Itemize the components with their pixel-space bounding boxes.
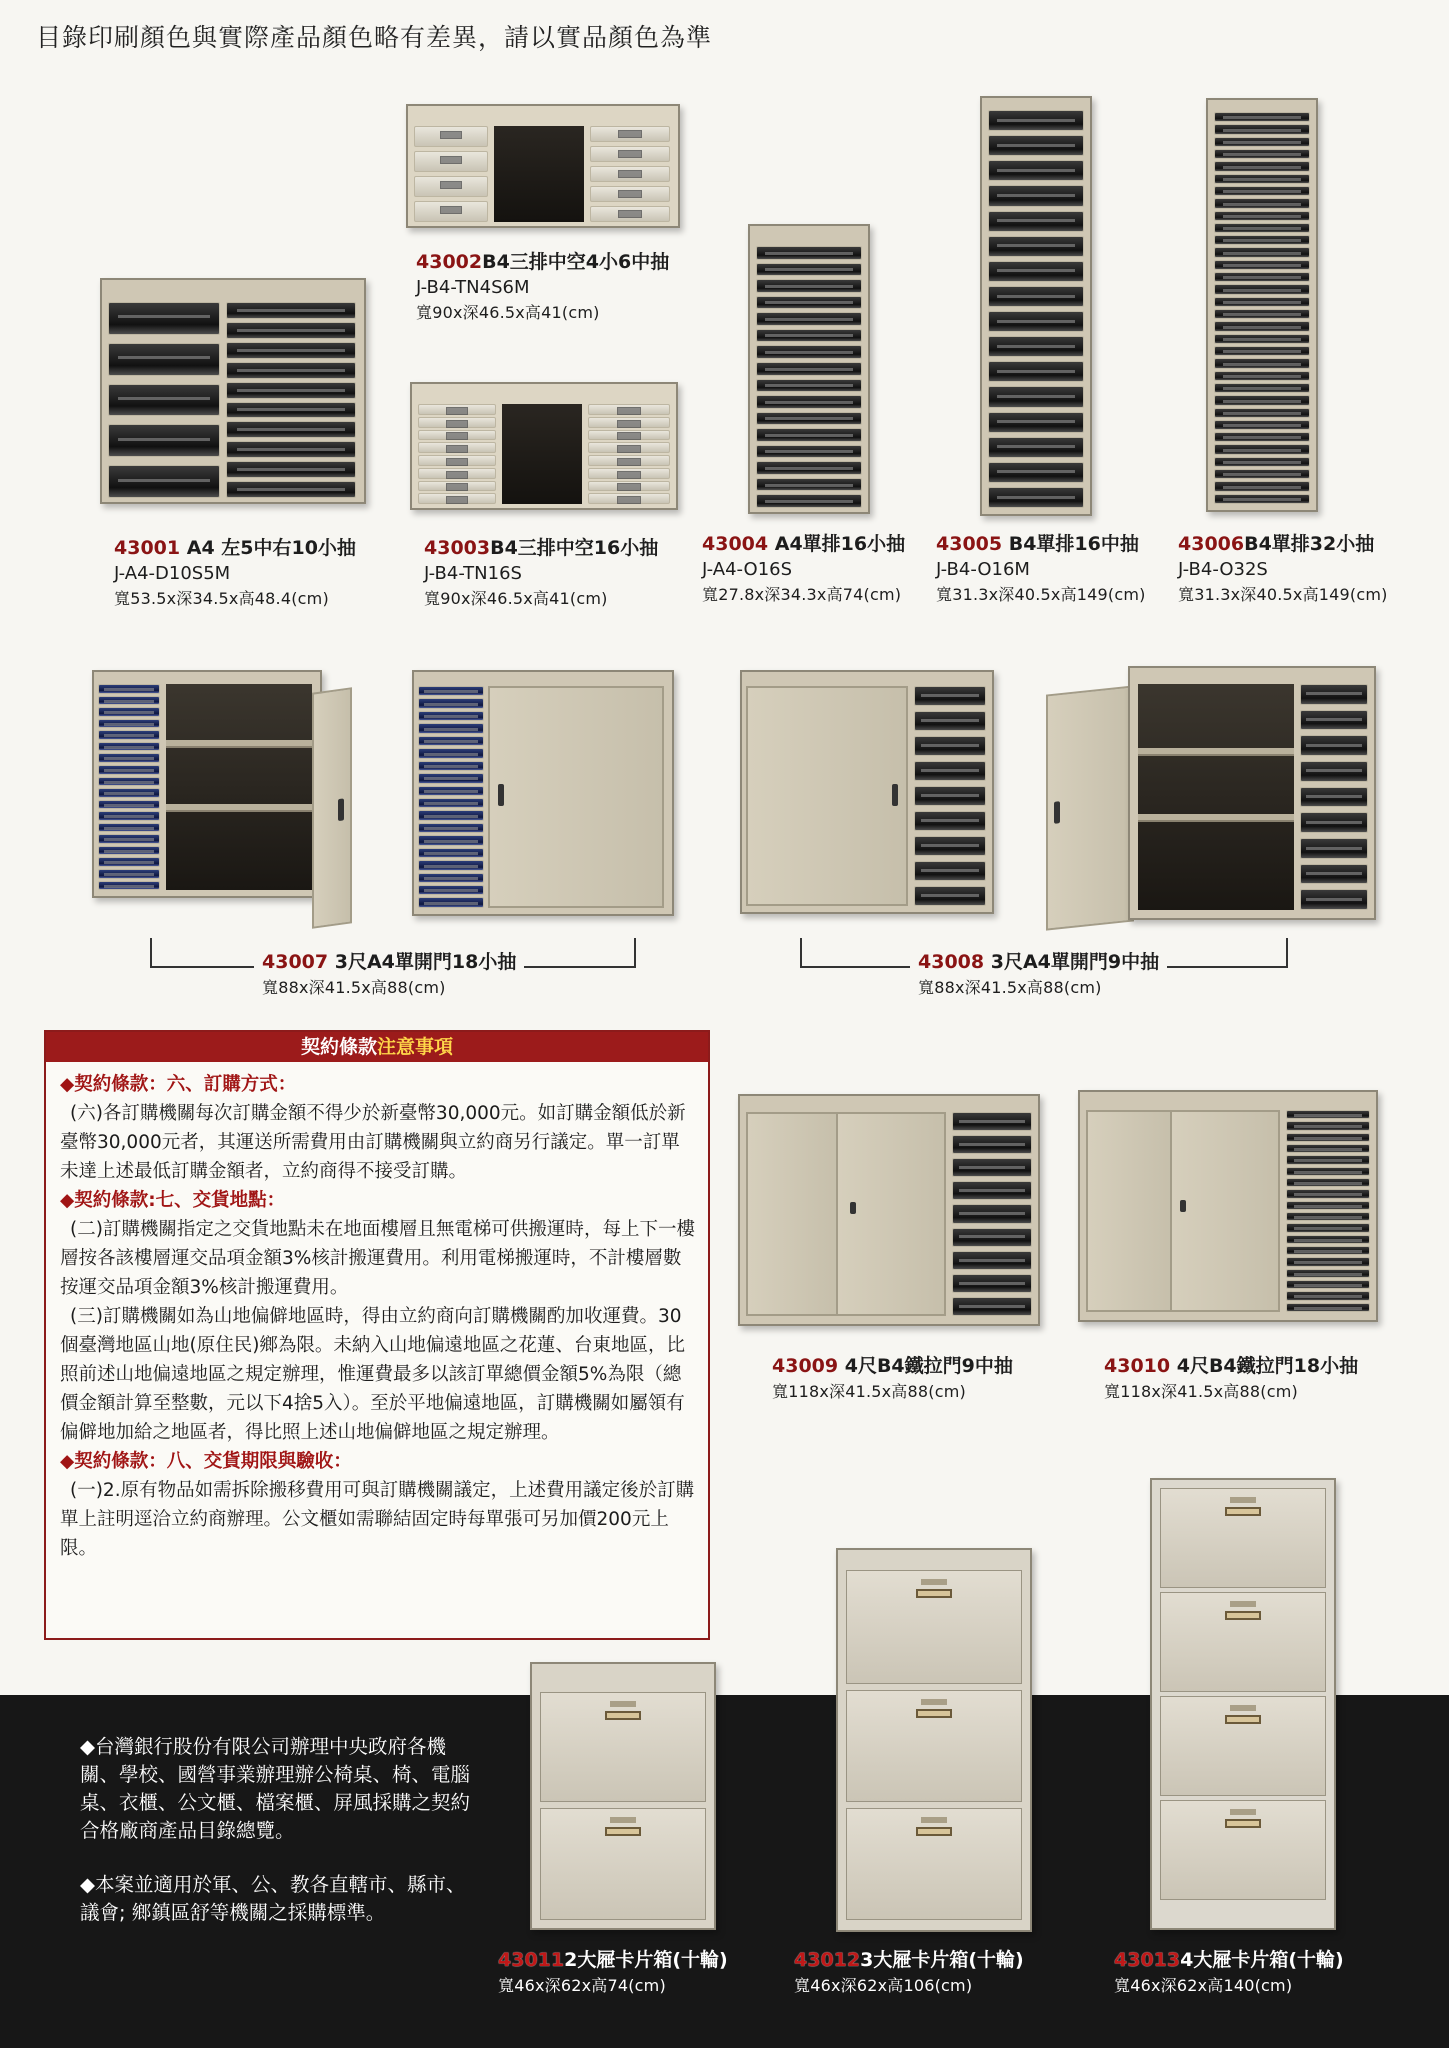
clause-7-title: ◆契約條款:七、交貨地點： xyxy=(60,1190,286,1211)
band-note-2: ◆本案並適用於軍、公、教各直轄市、縣市、議會; 鄉鎮區舒等機關之採購標準。 xyxy=(80,1873,466,1924)
caption-43007: 43007 3尺A4單開門18小抽 寬88x深41.5x高88(cm) xyxy=(254,950,524,1000)
caption-43010: 43010 4尺B4鐵拉門18小抽 寬118x深41.5x高88(cm) xyxy=(1104,1355,1359,1401)
caption-43009: 43009 4尺B4鐵拉門9中抽 寬118x深41.5x高88(cm) xyxy=(772,1355,1013,1401)
caption-43003: 43003B4三排中空16小抽 J-B4-TN16S 寬90x深46.5x高41(cm) xyxy=(424,537,659,608)
caption-43002: 43002B4三排中空4小6中抽 J-B4-TN4S6M 寬90x深46.5x高41(cm) xyxy=(416,251,670,322)
band-notes xyxy=(80,1733,480,1953)
caption-43005: 43005 B4單排16中抽 J-B4-O16M 寬31.3x深40.5x高149(cm) xyxy=(936,533,1146,604)
cabinet-43008-door xyxy=(1046,685,1134,930)
cabinet-43002-image xyxy=(406,104,680,228)
caption-43008: 43008 3尺A4單開門9中抽 寬88x深41.5x高88(cm) xyxy=(910,950,1167,1000)
clause-6-title: ◆契約條款：六、訂購方式： xyxy=(60,1074,297,1095)
clause-8-text: (一)2.原有物品如需拆除搬移費用可與訂購機關議定，上述費用議定後於訂購單上註明逕洽立約商辦理。公文櫃如需聯結固定時每單張可另加價200元上限。 xyxy=(60,1480,695,1559)
band-note-1: ◆台灣銀行股份有限公司辦理中央政府各機關、學校、國營事業辦理辦公椅桌、椅、電腦桌、衣櫃、公文櫃、檔案櫃、屏風採購之契約合格廠商產品目錄總覽。 xyxy=(80,1735,471,1842)
clause-6-text: (六)各訂購機關每次訂購金額不得少於新臺幣30,000元。如訂購金額低於新臺幣30,000元者，其運送所需費用由訂購機關與立約商另行議定。單一訂單未達上述最低訂購金額者，立約商得不接受訂購。 xyxy=(60,1103,686,1182)
cabinet-43003-image xyxy=(410,382,678,510)
cabinet-43010-image xyxy=(1078,1090,1378,1322)
cabinet-43007-door xyxy=(312,687,352,929)
clause-7-text-a: (二)訂購機關指定之交貨地點未在地面樓層且無電梯可供搬運時，每上下一樓層按各該樓層運交品項金額3%核計搬運費用。利用電梯搬運時，不計樓層數按運交品項金額3%核計搬運費用。 xyxy=(60,1219,695,1298)
contract-terms-header: 契約條款注意事項 xyxy=(46,1032,708,1062)
contract-terms-box xyxy=(44,1030,710,1640)
cabinet-43008-open-image xyxy=(1128,666,1376,920)
catalog-color-disclaimer: 目錄印刷顏色與實際產品顏色略有差異，請以實品顏色為準 xyxy=(36,23,713,52)
cabinet-43006-image xyxy=(1206,98,1318,512)
caption-43011: 430112大屜卡片箱(十輪) 寬46x深62x高74(cm) xyxy=(498,1949,728,1995)
cabinet-43007-closed-image xyxy=(412,670,674,916)
cabinet-43011-image xyxy=(530,1662,716,1930)
cabinet-43013-image xyxy=(1150,1478,1336,1930)
cabinet-43007-open-image xyxy=(92,670,322,898)
caption-43004: 43004 A4單排16小抽 J-A4-O16S 寬27.8x深34.3x高74(cm) xyxy=(702,533,906,604)
cabinet-43005-image xyxy=(980,96,1092,516)
cabinet-43008-closed-image xyxy=(740,670,994,914)
caption-43001: 43001 A4 左5中右10小抽 J-A4-D10S5M 寬53.5x深34.5x高48.4(cm) xyxy=(114,537,356,608)
caption-43006: 43006B4單排32小抽 J-B4-O32S 寬31.3x深40.5x高149(cm) xyxy=(1178,533,1388,604)
cabinet-43004-image xyxy=(748,224,870,514)
cabinet-43012-image xyxy=(836,1548,1032,1932)
clause-8-title: ◆契約條款：八、交貨期限與驗收： xyxy=(60,1451,352,1472)
clause-7-text-b: (三)訂購機關如為山地偏僻地區時，得由立約商向訂購機關酌加收運費。30個臺灣地區山地(原住民)鄉為限。未納入山地偏遠地區之花蓮、台東地區，比照前述山地偏遠地區之規定辦理，惟運費最多以該訂單總價金額5%為限（總價金額計算至整數，元以下4捨5入）。至於平地偏遠地區，訂購機關如屬領有偏僻地加給之地區者，得比照上述山地偏僻地區之規定辦理。 xyxy=(60,1306,685,1443)
caption-43012: 430123大屜卡片箱(十輪) 寬46x深62x高106(cm) xyxy=(794,1949,1024,1995)
caption-43013: 430134大屜卡片箱(十輪) 寬46x深62x高140(cm) xyxy=(1114,1949,1344,1995)
cabinet-43001-image xyxy=(100,278,366,504)
cabinet-43009-image xyxy=(738,1094,1040,1326)
